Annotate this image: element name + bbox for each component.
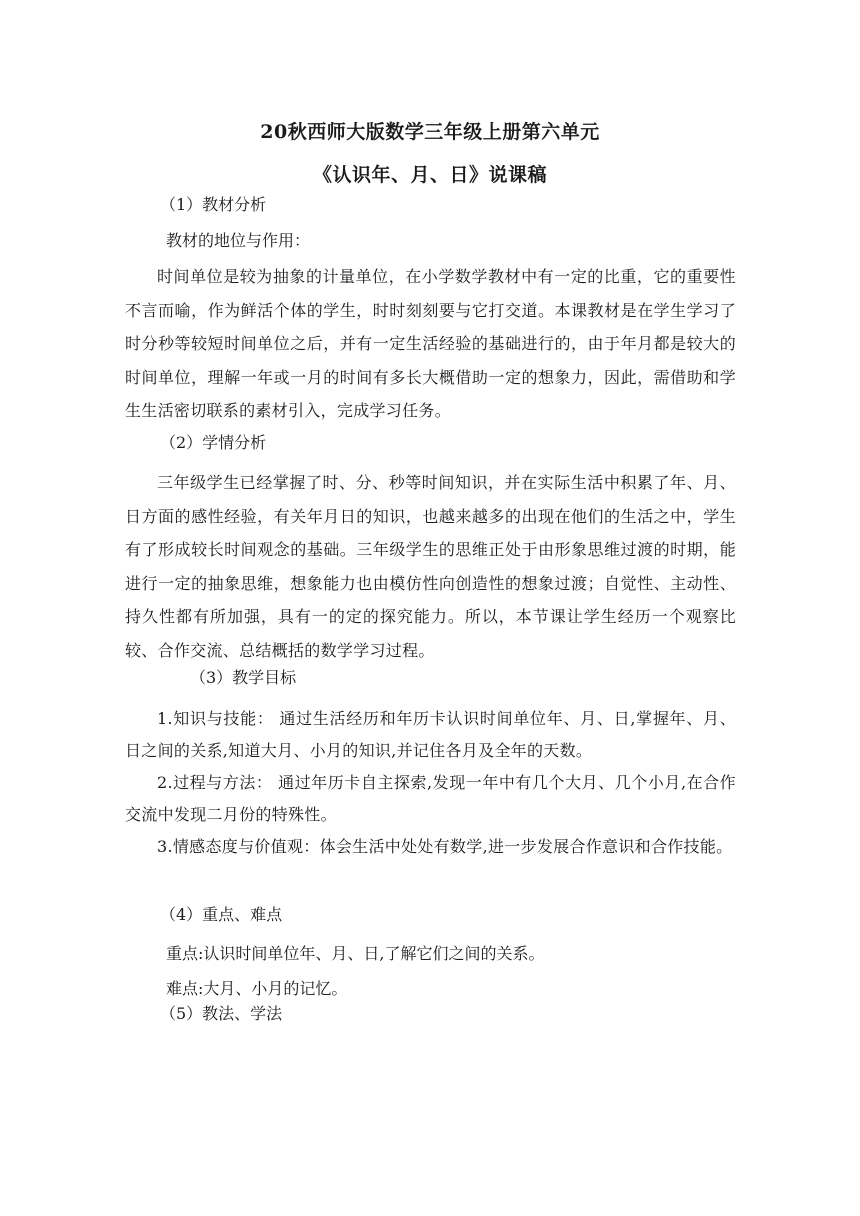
goal-knowledge: 1.知识与技能： 通过生活经历和年历卡认识时间单位年、月、日,掌握年、月、日之间的关系,知道大月、小月的知识,并记住各月及全年的天数。 — [125, 709, 736, 760]
goal-process: 2.过程与方法： 通过年历卡自主探索,发现一年中有几个大月、几个小月,在合作交流中发现二月份的特殊性。 — [125, 773, 736, 824]
paragraph-materials: 时间单位是较为抽象的计量单位，在小学数学教材中有一定的比重，它的重要性不言而喻，作为鲜活个体的学生，时时刻刻要与它打交道。本课教材是在学生学习了时分秒等较短时间单位之后，并有一定生活经验的基础进行的，由于年月都是较大的时间单位，理解一年或一月的时间有多长大概借助一定的想象力，因此，需借助和学生生活密切联系的素材引入，完成学习任务。 — [125, 267, 736, 420]
key-point-text: 重点:认识时间单位年、月、日,了解它们之间的关系。 — [166, 944, 545, 963]
section-heading-goals: （3）教学目标 — [190, 668, 297, 687]
section-heading-materials: （1）教材分析 — [160, 195, 267, 214]
section-heading-students: （2）学情分析 — [160, 433, 267, 452]
section-heading-methods: （5）教法、学法 — [160, 1004, 283, 1023]
difficult-point-text: 难点:大月、小月的记忆。 — [166, 979, 348, 998]
subheading-role: 教材的地位与作用： — [166, 231, 311, 250]
document-title: 20秋西师大版数学三年级上册第六单元 — [260, 121, 600, 143]
section-heading-key-points: （4）重点、难点 — [160, 905, 283, 924]
document-subtitle: 《认识年、月、日》说课稿 — [312, 164, 547, 186]
paragraph-students: 三年级学生已经掌握了时、分、秒等时间知识，并在实际生活中积累了年、月、日方面的感性经验，有关年月日的知识，也越来越多的出现在他们的生活之中，学生有了形成较长时间观念的基础。三年级学生的思维正处于由形象思维过渡的时期，能进行一定的抽象思维，想象能力也由模仿性向创造性的想象过渡；自觉性、主动性、持久性都有所加强，具有一的定的探究能力。所以，本节课让学生经历一个观察比较、合作交流、总结概括的数学学习过程。 — [125, 473, 736, 660]
goal-attitude: 3.情感态度与价值观：体会生活中处处有数学,进一步发展合作意识和合作技能。 — [157, 837, 733, 856]
